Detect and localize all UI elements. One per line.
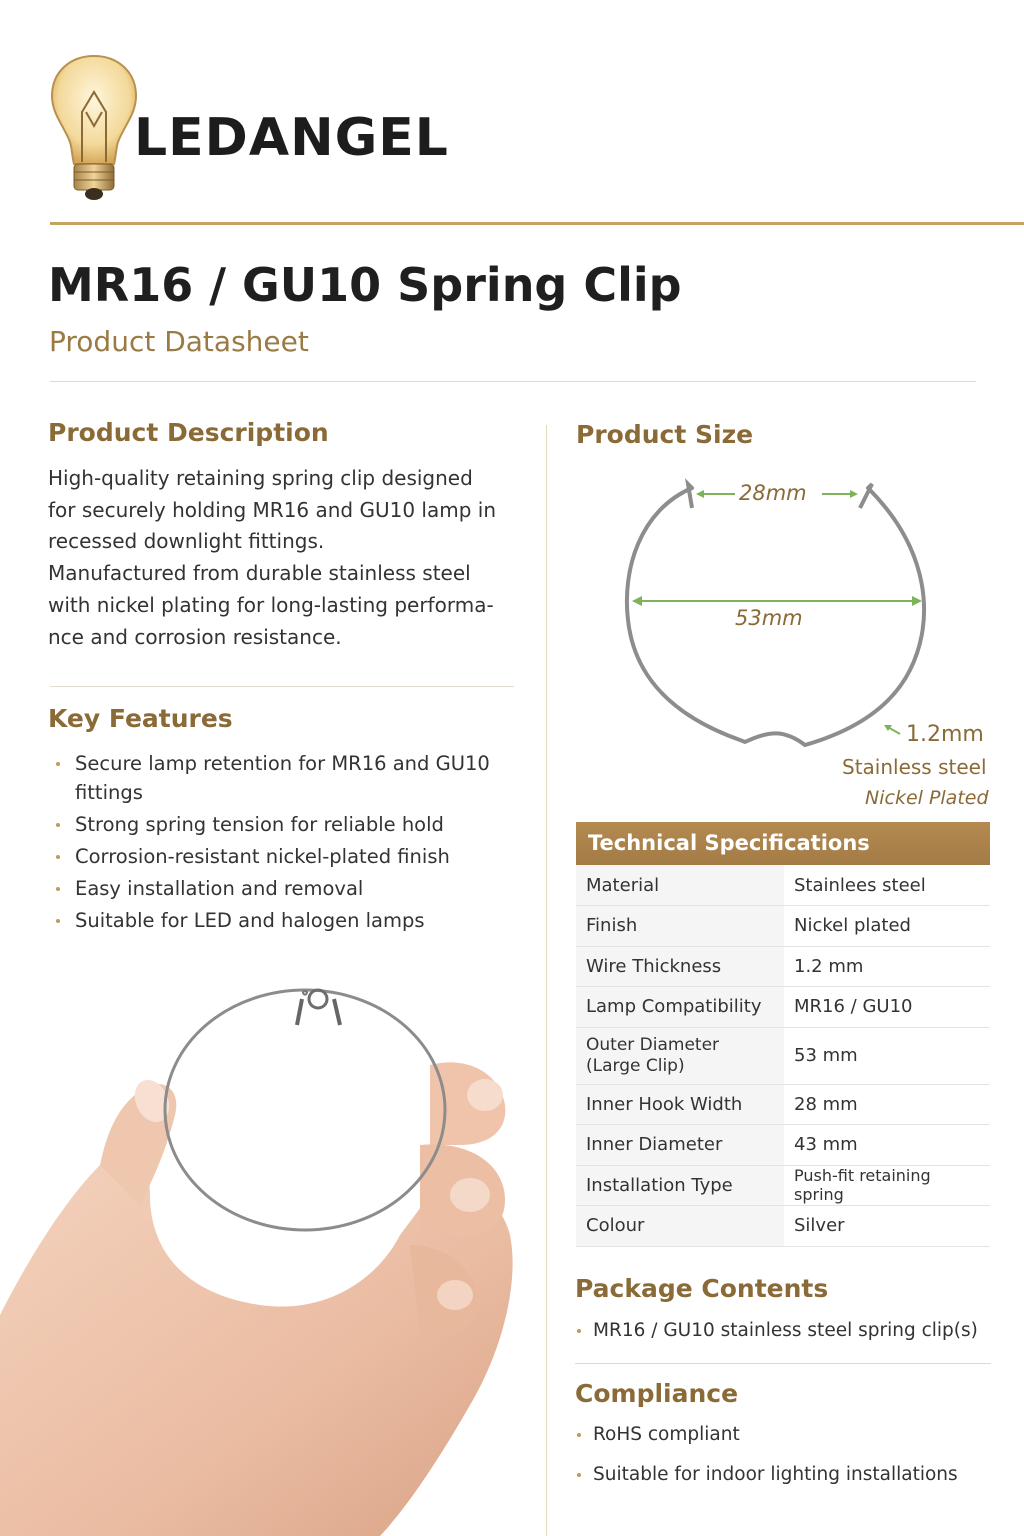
finish-label: Nickel Plated [865,787,989,809]
bullet-icon [56,762,60,766]
hand-holding-clip-photo [0,955,546,1536]
page-subtitle: Product Datasheet [49,325,309,358]
table-row: Lamp Compatibility MR16 / GU10 [576,987,990,1028]
description-line: Manufactured from durable stainless steel [48,561,471,586]
outer-diameter-dimension: 53mm [735,606,803,630]
list-item: Corrosion-resistant nickel-plated finish [48,843,518,872]
table-row: Inner Diameter 43 mm [576,1125,990,1166]
bullet-icon [577,1329,581,1333]
list-item: MR16 / GU10 stainless steel spring clip(s) [575,1318,995,1344]
table-row: Material Stainlees steel [576,865,990,906]
title-divider [50,381,976,382]
bullet-icon [56,823,60,827]
description-line: for securely holding MR16 and GU10 lamp in [48,497,497,522]
list-item: RoHS compliant [575,1422,995,1448]
list-item: Secure lamp retention for MR16 and GU10 fittings [48,750,518,807]
header-divider [50,222,1024,225]
list-item: Suitable for LED and halogen lamps [48,907,518,936]
list-item: Easy installation and removal [48,875,518,904]
description-line: recessed downlight fittings. [48,529,325,554]
wire-thickness-dimension: 1.2mm [906,722,984,747]
bullet-icon [577,1433,581,1437]
description-line: nce and corrosion resistance. [48,624,342,649]
description-text [48,463,518,653]
description-heading: Product Description [48,418,329,447]
table-row: Wire Thickness 1.2 mm [576,946,990,987]
table-row: Installation Type Push-fit retaining spring [576,1165,990,1206]
material-label: Stainless steel [842,755,987,779]
brand-name: LEDANGEL [134,108,449,168]
bullet-icon [56,887,60,891]
description-line: with nickel plating for long-lasting performa- [48,592,494,617]
bullet-icon [56,855,60,859]
features-heading: Key Features [48,704,233,733]
list-item: Strong spring tension for reliable hold [48,811,518,840]
package-heading: Package Contents [575,1274,829,1303]
table-row: Inner Hook Width 28 mm [576,1084,990,1125]
description-line: High-quality retaining spring clip designed [48,466,473,490]
bullet-icon [577,1473,581,1477]
package-list [575,1318,995,1358]
table-row: Outer Diameter (Large Clip) 53 mm [576,1027,990,1084]
compliance-list [575,1422,995,1502]
specs-table [576,865,990,1247]
list-item: Suitable for indoor lighting installations [575,1462,995,1488]
package-divider [575,1363,991,1364]
bullet-icon [56,919,60,923]
description-divider [50,686,514,687]
inner-hook-dimension: 28mm [739,481,807,505]
features-list [48,750,518,939]
table-row: Finish Nickel plated [576,906,990,947]
specs-heading: Technical Specifications [576,822,990,865]
table-row: Colour Silver [576,1206,990,1247]
column-divider [546,425,547,1536]
page-title: MR16 / GU10 Spring Clip [48,258,682,312]
size-heading: Product Size [576,420,754,449]
compliance-heading: Compliance [575,1379,739,1408]
light-bulb-icon [48,52,140,202]
